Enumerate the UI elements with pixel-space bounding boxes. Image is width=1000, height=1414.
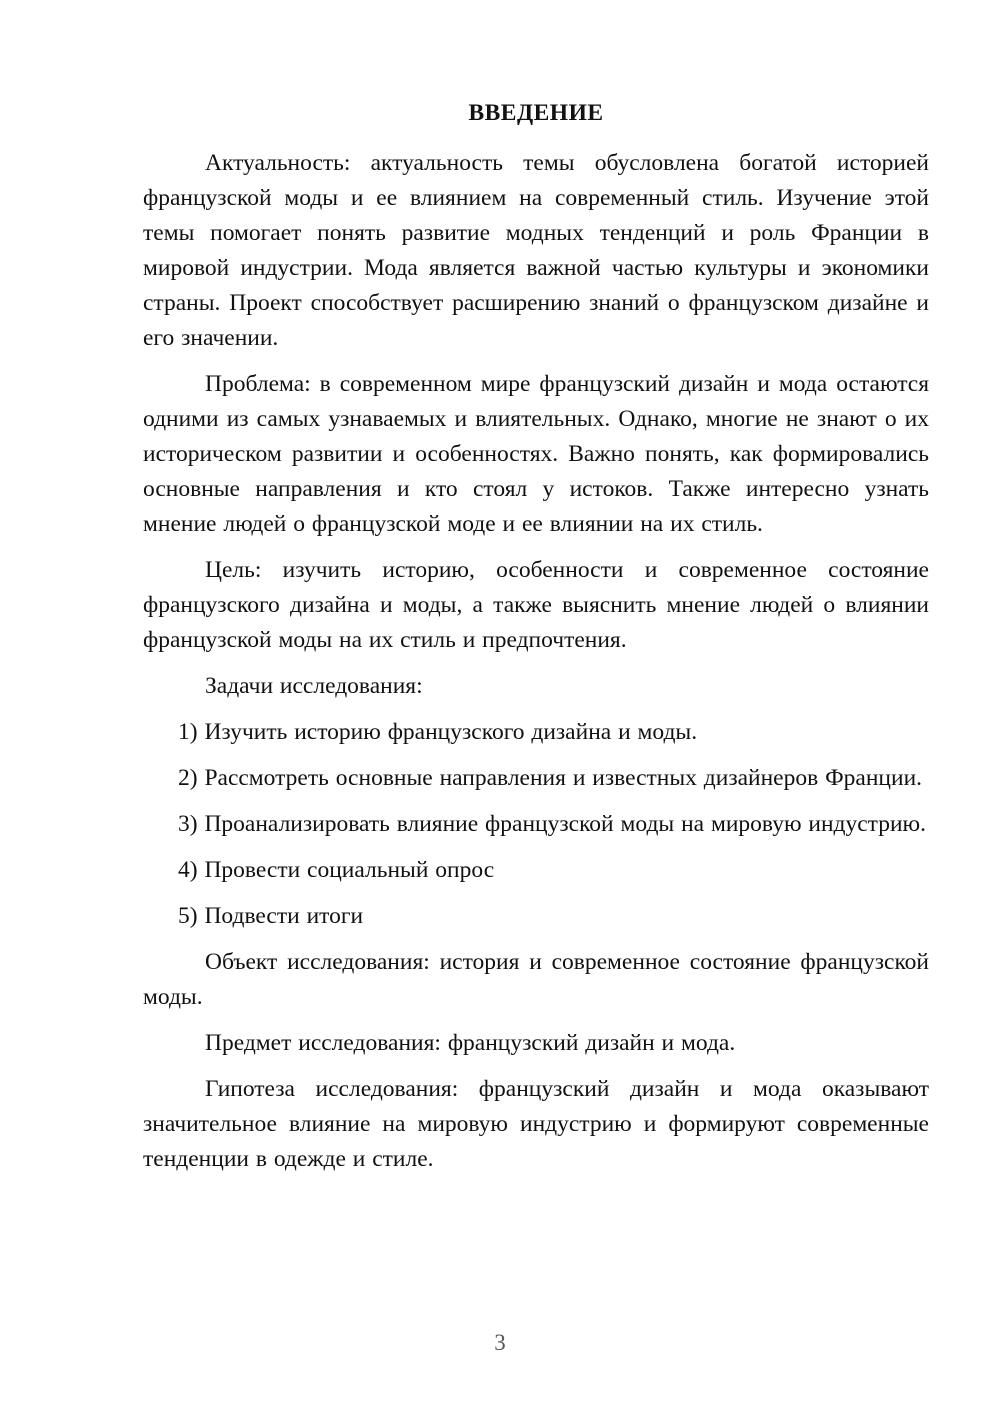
paragraph-tasks-heading: Задачи исследования: xyxy=(205,673,423,699)
task-item-4: 4) Провести социальный опрос xyxy=(178,857,495,883)
task-item-3: 3) Проанализировать влияние французской моды на мировую индустрию. xyxy=(178,811,926,837)
task-item-1: 1) Изучить историю французского дизайна и моды. xyxy=(178,719,698,745)
task-item-2: 2) Рассмотреть основные направления и известных дизайнеров Франции. xyxy=(178,765,923,791)
task-item-5: 5) Подвести итоги xyxy=(178,903,364,929)
paragraph-problem: Проблема: в современном мире французский дизайн и мода остаются одними из самых узнаваемых и влиятельных. Однако, многие не знают о их историческом развитии и особенностях. Важно понять, как формировались основные направления и кто стоял у истоков. Также интересно узнать мнение людей о французской моде и ее влиянии на их стиль. xyxy=(143,371,929,537)
paragraph-subject: Предмет исследования: французский дизайн и мода. xyxy=(205,1030,736,1056)
paragraph-hypothesis: Гипотеза исследования: французский дизайн и мода оказывают значительное влияние на мировую индустрию и формируют современные тенденции в одежде и стиле. xyxy=(143,1076,929,1172)
paragraph-relevance: Актуальность: актуальность темы обусловлена богатой историей французской моды и ее влиянием на современный стиль. Изучение этой темы помогает понять развитие модных тенденций и роль Франции в мировой индустрии. Мода является важной частью культуры и экономики страны. Проект способствует расширению знаний о французском дизайне и его значении. xyxy=(143,150,929,351)
page-title: ВВЕДЕНИЕ xyxy=(468,100,604,126)
page-number: 3 xyxy=(494,1330,506,1355)
paragraph-object: Объект исследования: история и современное состояние французской моды. xyxy=(143,949,929,1010)
paragraph-goal: Цель: изучить историю, особенности и современное состояние французского дизайна и моды, а также выяснить мнение людей о влиянии французской моды на их стиль и предпочтения. xyxy=(143,557,929,653)
